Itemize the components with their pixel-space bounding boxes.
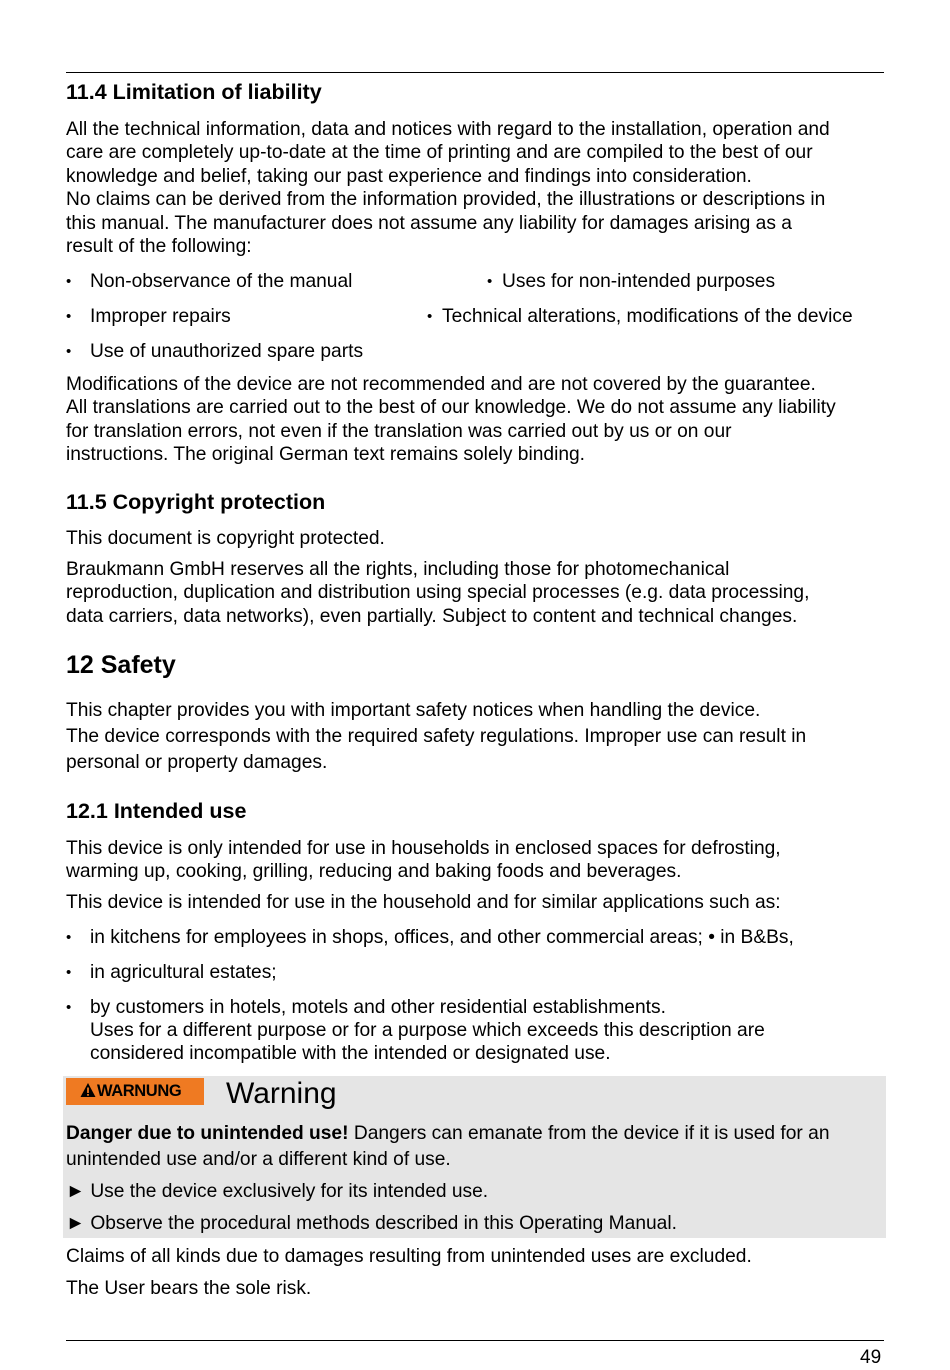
warning-step: ► Use the device exclusively for its intended use. [66,1181,489,1202]
list-item: • Improper repairs [66,306,231,327]
list-item: • Uses for non-intended purposes [487,271,776,292]
warning-step: ► Observe the procedural methods described in this Operating Manual. [66,1213,677,1234]
heading-11-5: 11.5 Copyright protection [66,490,326,514]
bottom-rule [66,1340,884,1341]
list-item: • in agricultural estates; [66,962,277,983]
warning-badge-label: WARNUNG [97,1082,182,1100]
warning-badge [66,1078,204,1105]
list-item: • Technical alterations, modifications of the device [427,306,853,327]
warning-bold-lead: Danger due to unintended use! [66,1123,349,1144]
warning-title: Warning [226,1077,337,1110]
paragraph-user-risk: The User bears the sole risk. [66,1278,312,1299]
list-item: • Use of unauthorized spare parts [66,341,364,362]
paragraph-claims: Claims of all kinds due to damages resulting from unintended uses are excluded. [66,1246,752,1267]
heading-12-safety: 12 Safety [66,651,176,679]
paragraph-safety: This chapter provides you with important safety notices when handling the device. The device corresponds with the required safety regulations. Improper use can result in personal or property damages. [66,700,807,773]
list-item: • in kitchens for employees in shops, offices, and other commercial areas; • in B&Bs, [66,927,794,948]
page-number: 49 [860,1347,882,1368]
paragraph-copyright-1: This document is copyright protected. [66,528,385,549]
top-rule [66,72,884,73]
list-item-continuation: Uses for a different purpose or for a purpose which exceeds this description are considered incompatible with the intended or designated use. [90,1020,765,1065]
paragraph-copyright-2: Braukmann GmbH reserves all the rights, including those for photomechanical reproduction, duplication and distribution using special processes (e.g. data processing, data carriers, data networks), even partially. Subject to content and technical changes. [66,559,810,627]
warning-text: Danger due to unintended use! Dangers can emanate from the device if it is used for an unintended use and/or a different kind of use. [66,1123,830,1170]
list-item: • Non-observance of the manual [66,271,353,292]
heading-12-1: 12.1 Intended use [66,799,247,823]
list-item: • by customers in hotels, motels and other residential establishments. [66,997,666,1018]
paragraph-liability-intro: All the technical information, data and notices with regard to the installation, operation and care are completely up-to-date at the time of printing and are compiled to the best of our knowledge and belief, taking our past experience and findings into consideration. No claims can be derived from the information provided, the illustrations or descriptions in this manual. The manufacturer does not assume any liability for damages arising as a result of the following: [66,119,830,258]
warning-triangle-icon [80,1082,96,1098]
paragraph-intended-use-1: This device is only intended for use in households in enclosed spaces for defrosting, warming up, cooking, grilling, reducing and baking foods and beverages. [66,838,781,883]
heading-11-4: 11.4 Limitation of liability [66,80,322,104]
paragraph-liability-outro: Modifications of the device are not recommended and are not covered by the guarantee. All translations are carried out to the best of our knowledge. We do not assume any liability for translation errors, not even if the translation was carried out by us or on our instructions. The original German text remains solely binding. [66,374,836,466]
paragraph-intended-use-2: This device is intended for use in the household and for similar applications such as: [66,892,781,913]
